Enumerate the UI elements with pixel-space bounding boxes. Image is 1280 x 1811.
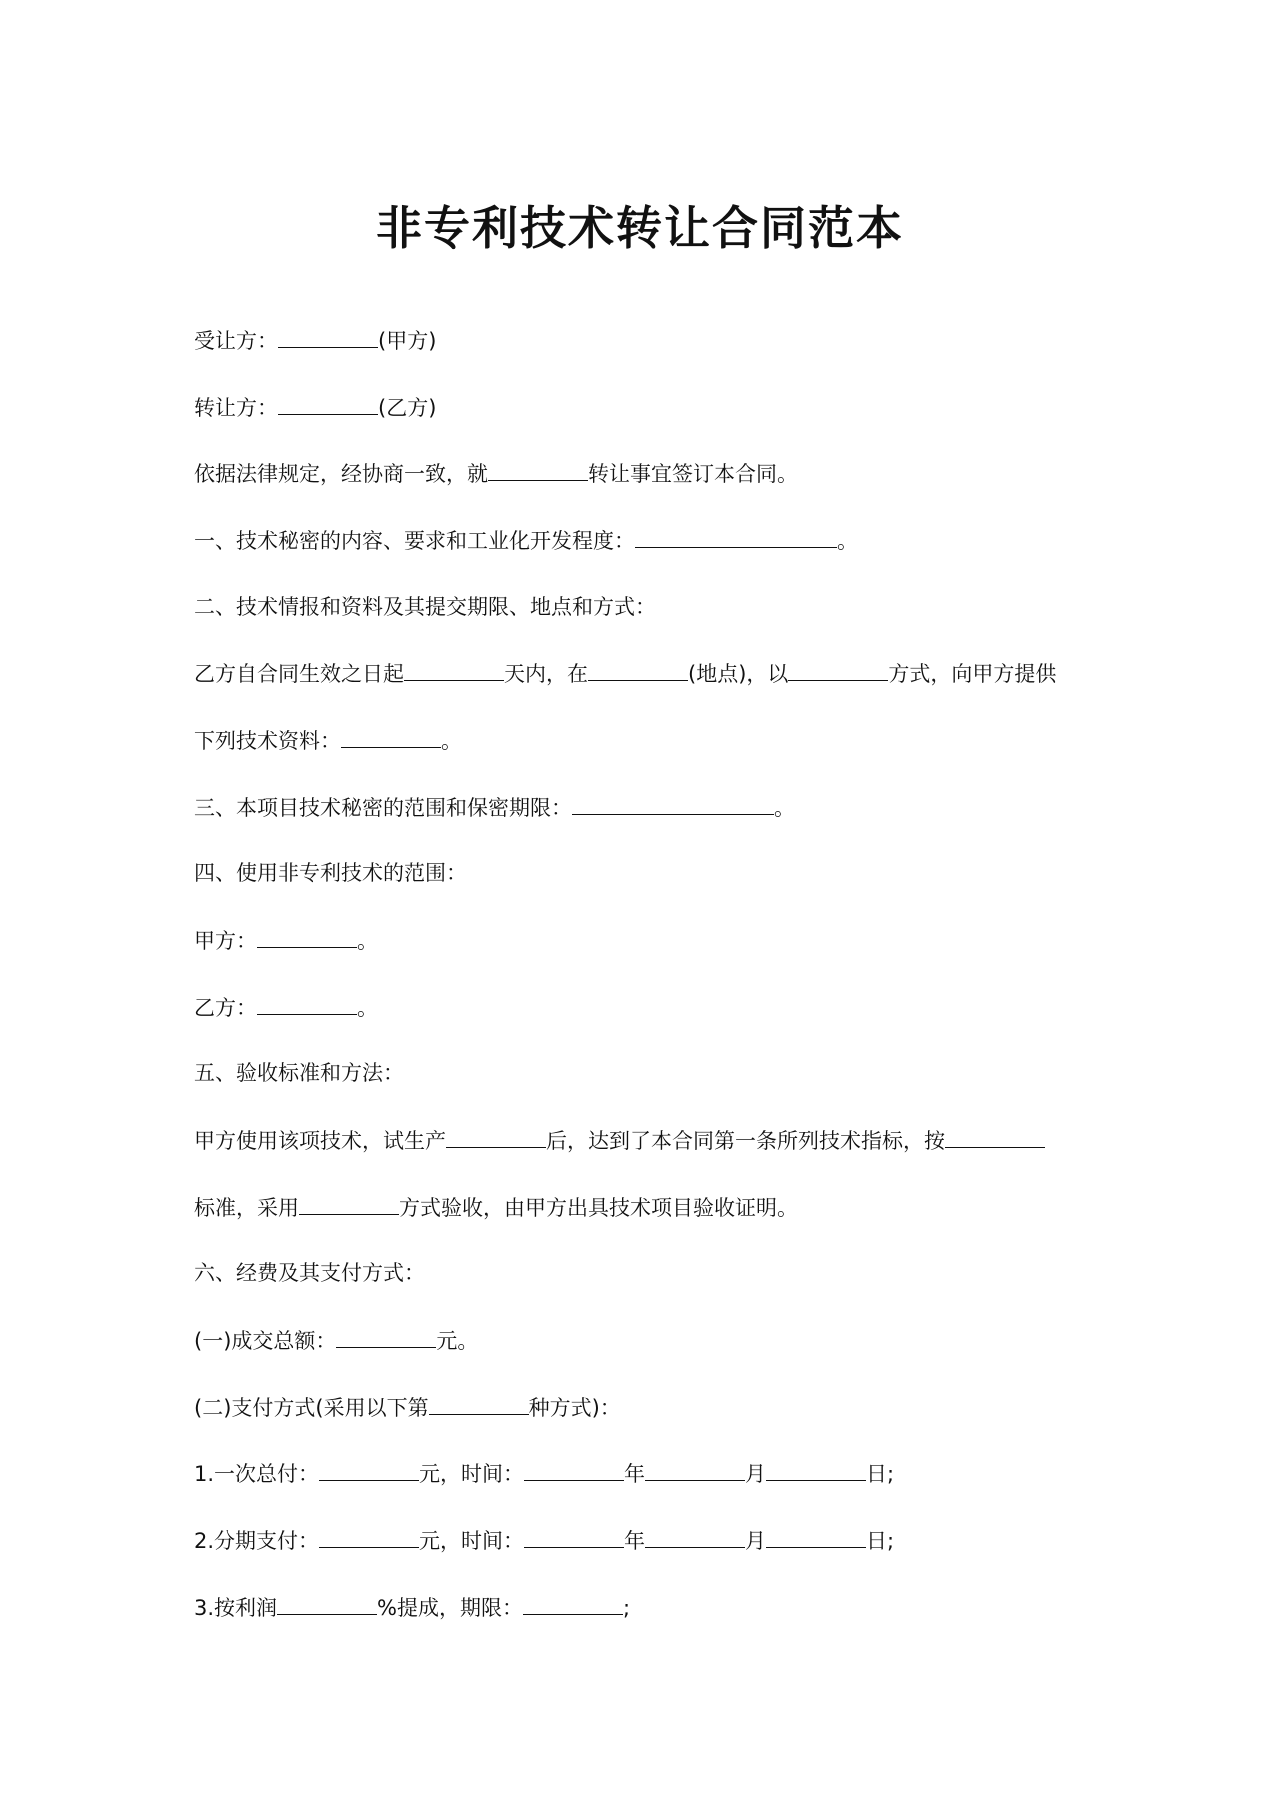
clause-line-l08 <box>194 792 795 823</box>
clause-text: (二)支付方式(采用以下第 <box>194 1396 429 1420</box>
fill-in-blank[interactable] <box>446 1125 546 1148</box>
clause-line-l05 <box>194 592 656 622</box>
clause-text: 方式验收，由甲方出具技术项目验收证明。 <box>399 1196 798 1220</box>
clause-text: 3.按利润 <box>194 1596 278 1620</box>
fill-in-blank[interactable] <box>588 658 688 681</box>
clause-text: 。 <box>357 996 378 1020</box>
clause-line-l02 <box>194 392 436 423</box>
fill-in-blank[interactable] <box>645 1458 745 1481</box>
clause-line-l11 <box>194 992 378 1023</box>
fill-in-blank[interactable] <box>278 392 378 415</box>
fill-in-blank[interactable] <box>341 725 441 748</box>
clause-text: 受让方： <box>194 329 278 353</box>
clause-line-l16 <box>194 1325 478 1356</box>
clause-text: %提成，期限： <box>377 1596 524 1620</box>
clause-text: 一、技术秘密的内容、要求和工业化开发程度： <box>194 529 635 553</box>
clause-text: 转让方： <box>194 396 278 420</box>
clause-text: 。 <box>441 729 462 753</box>
fill-in-blank[interactable] <box>319 1458 419 1481</box>
clause-text: 后，达到了本合同第一条所列技术指标，按 <box>546 1129 945 1153</box>
clause-text: 元，时间： <box>419 1462 525 1486</box>
clause-text: (一)成交总额： <box>194 1329 337 1353</box>
clause-text: 甲方： <box>194 929 257 953</box>
clause-line-l01 <box>194 325 436 356</box>
clause-text: 转让事宜签订本合同。 <box>588 462 798 486</box>
clause-text: 。 <box>357 929 378 953</box>
clause-line-l07 <box>194 725 462 756</box>
fill-in-blank[interactable] <box>766 1525 866 1548</box>
clause-text: 种方式)： <box>528 1396 621 1420</box>
clause-text: 日; <box>866 1529 895 1553</box>
clause-line-l18 <box>194 1458 894 1489</box>
clause-text: (乙方) <box>378 396 437 420</box>
clause-text: 1.一次总付： <box>194 1462 320 1486</box>
clause-text: 二、技术情报和资料及其提交期限、地点和方式： <box>194 595 656 619</box>
clause-text: ; <box>623 1596 631 1620</box>
clause-line-l03 <box>194 458 798 489</box>
clause-line-l04 <box>194 525 858 556</box>
fill-in-blank[interactable] <box>299 1192 399 1215</box>
clause-text: 乙方自合同生效之日起 <box>194 662 404 686</box>
clause-text: 2.分期支付： <box>194 1529 320 1553</box>
fill-in-blank[interactable] <box>635 525 837 548</box>
fill-in-blank[interactable] <box>488 458 588 481</box>
clause-text: (地点)，以 <box>688 662 789 686</box>
clause-line-l06 <box>194 658 1056 689</box>
fill-in-blank[interactable] <box>766 1458 866 1481</box>
clause-text: 月 <box>745 1462 767 1486</box>
clause-text: 下列技术资料： <box>194 729 341 753</box>
clause-text: 。 <box>837 529 858 553</box>
clause-line-l19 <box>194 1525 894 1556</box>
clause-line-l20 <box>194 1592 630 1623</box>
clause-text: 四、使用非专利技术的范围： <box>194 861 467 885</box>
clause-text: 乙方： <box>194 996 257 1020</box>
document-title: 非专利技术转让合同范本 <box>376 201 904 255</box>
clause-text: 日; <box>866 1462 895 1486</box>
clause-text: 标准，采用 <box>194 1196 299 1220</box>
clause-line-l12 <box>194 1058 404 1088</box>
clause-line-l09 <box>194 858 467 888</box>
fill-in-blank[interactable] <box>429 1392 529 1415</box>
clause-text: 依据法律规定，经协商一致，就 <box>194 462 488 486</box>
fill-in-blank[interactable] <box>336 1325 436 1348</box>
clause-text: 六、经费及其支付方式： <box>194 1261 425 1285</box>
clause-text: 元。 <box>436 1329 479 1353</box>
fill-in-blank[interactable] <box>257 925 357 948</box>
clause-text: 元，时间： <box>419 1529 525 1553</box>
clause-text: 天内，在 <box>504 662 588 686</box>
fill-in-blank[interactable] <box>319 1525 419 1548</box>
fill-in-blank[interactable] <box>277 1592 377 1615</box>
fill-in-blank[interactable] <box>524 1525 624 1548</box>
fill-in-blank[interactable] <box>524 1458 624 1481</box>
clause-line-l15 <box>194 1258 425 1288</box>
clause-text: 三、本项目技术秘密的范围和保密期限： <box>194 796 572 820</box>
clause-text: 。 <box>774 796 795 820</box>
fill-in-blank[interactable] <box>645 1525 745 1548</box>
clause-text: 年 <box>624 1462 646 1486</box>
fill-in-blank[interactable] <box>278 325 378 348</box>
fill-in-blank[interactable] <box>523 1592 623 1615</box>
fill-in-blank[interactable] <box>257 992 357 1015</box>
clause-text: 月 <box>745 1529 767 1553</box>
clause-text: 甲方使用该项技术，试生产 <box>194 1129 446 1153</box>
clause-text: 方式，向甲方提供 <box>888 662 1057 686</box>
fill-in-blank[interactable] <box>404 658 504 681</box>
fill-in-blank[interactable] <box>945 1125 1045 1148</box>
fill-in-blank[interactable] <box>572 792 774 815</box>
clause-text: 五、验收标准和方法： <box>194 1061 404 1085</box>
clause-line-l10 <box>194 925 378 956</box>
clause-line-l17 <box>194 1392 621 1423</box>
clause-text: 年 <box>624 1529 646 1553</box>
clause-line-l13 <box>194 1125 1045 1156</box>
clause-line-l14 <box>194 1192 798 1223</box>
fill-in-blank[interactable] <box>788 658 888 681</box>
clause-text: (甲方) <box>378 329 437 353</box>
